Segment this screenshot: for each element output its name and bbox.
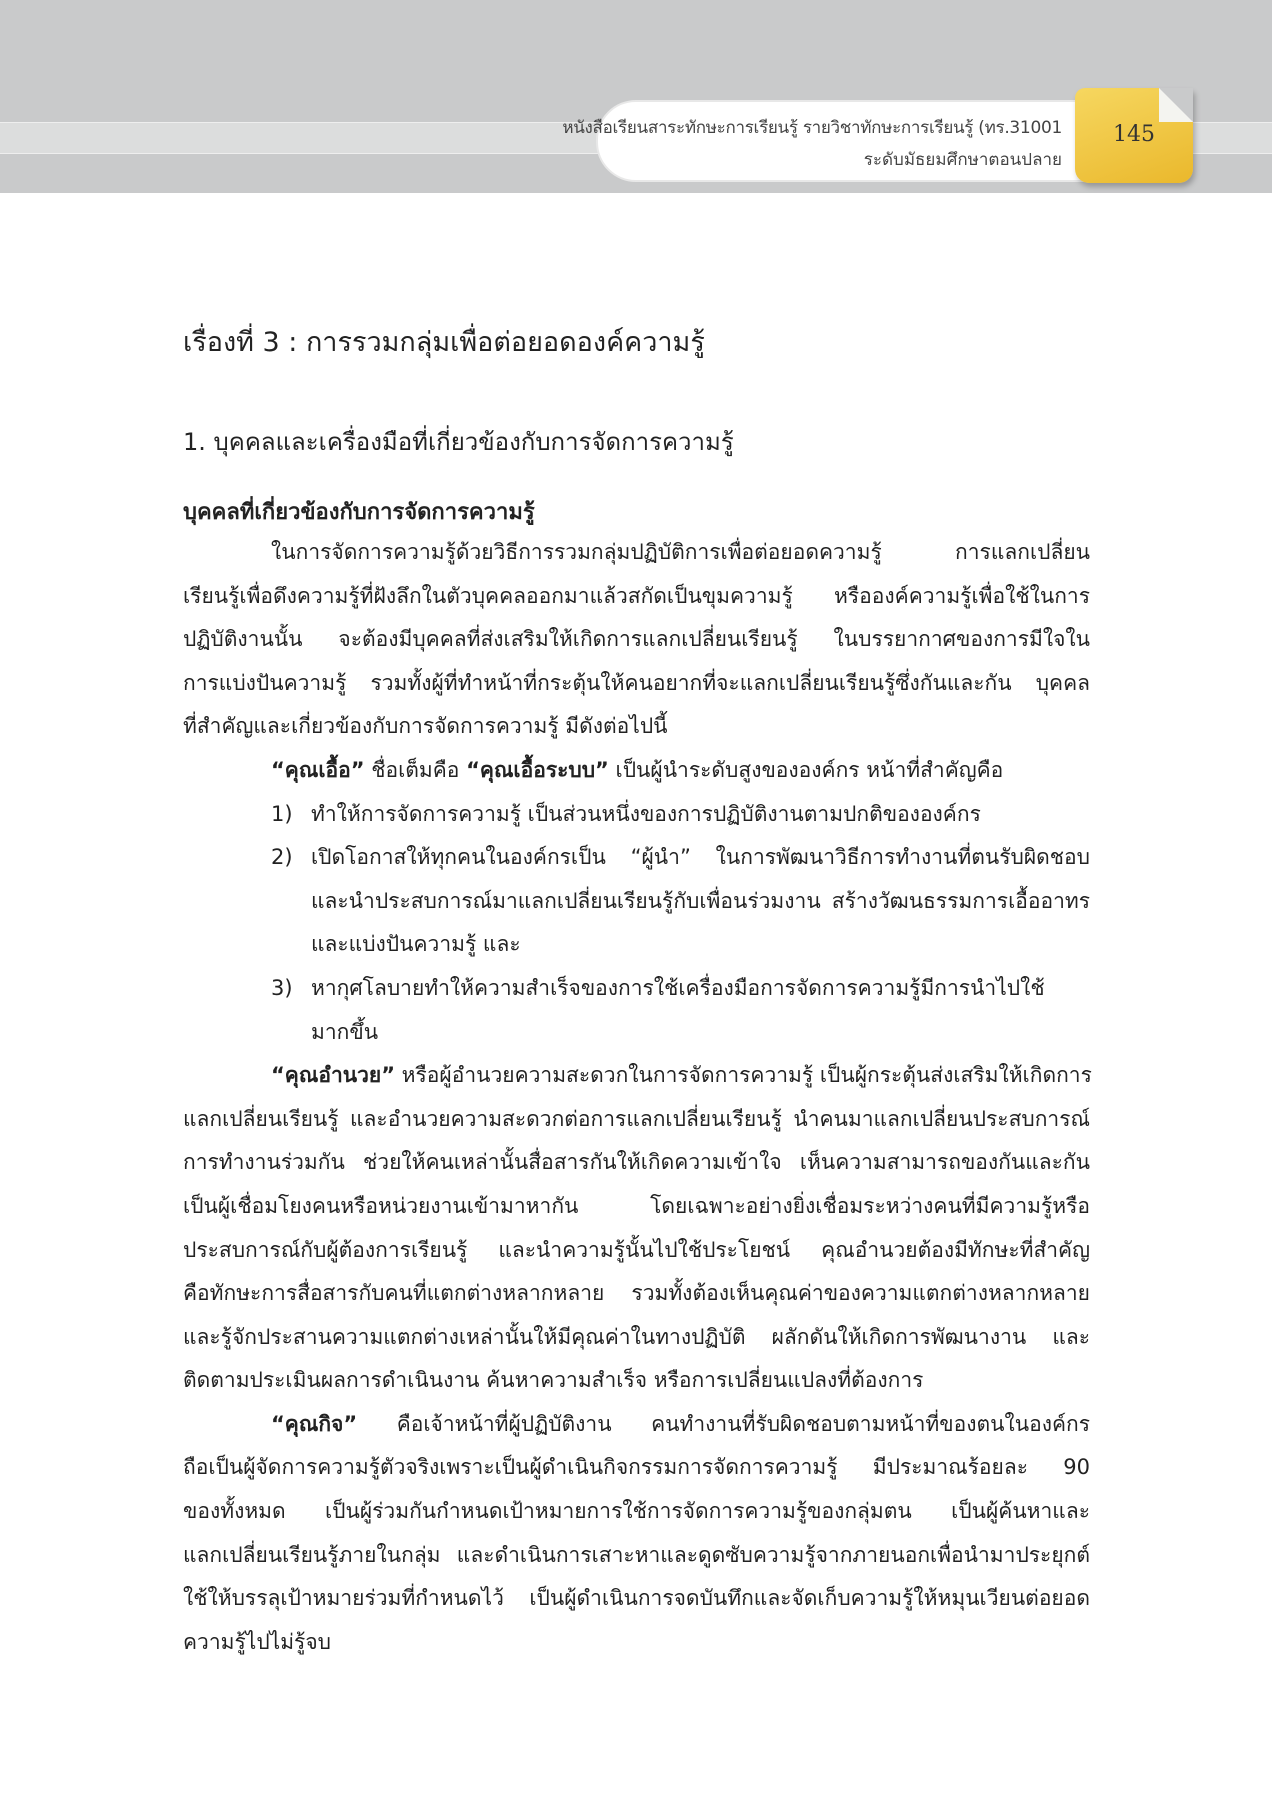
term-khun-uea-full: “คุณเอื้อระบบ” (466, 757, 609, 782)
facilitator-line: ติดตามประเมินผลการดำเนินงาน ค้นหาความสำเร็จ หรือการเปลี่ยนแปลงที่ต้องการ (183, 1368, 924, 1393)
book-level: ระดับมัธยมศึกษาตอนปลาย (863, 150, 1062, 170)
list-number: 2) (271, 845, 293, 870)
body-text (183, 531, 1090, 1664)
intro-line: ปฏิบัติงานนั้น จะต้องมีบุคคลที่ส่งเสริมให้เกิดการแลกเปลี่ยนเรียนรู้ ในบรรยากาศของการมีใจใน (183, 627, 1090, 652)
intro-line: การแบ่งปันความรู้ รวมทั้งผู้ที่ทำหน้าที่กระตุ้นให้คนอยากที่จะแลกเปลี่ยนเรียนรู้ซึ่งกันและกัน บุคคล (183, 670, 1090, 695)
list-line: เปิดโอกาสให้ทุกคนในองค์กรเป็น “ผู้นำ” ในการพัฒนาวิธีการทำงานที่ตนรับผิดชอบ (311, 845, 1090, 870)
page-title: เรื่องที่ 3 : การรวมกลุ่มเพื่อต่อยอดองค์ความรู้ (183, 327, 705, 358)
list-number: 1) (271, 801, 293, 826)
list-line: ทำให้การจัดการความรู้ เป็นส่วนหนึ่งของการปฏิบัติงานตามปกติขององค์กร (311, 801, 981, 826)
practitioner-line: ความรู้ไปไม่รู้จบ (183, 1629, 331, 1654)
facilitator-line: คือทักษะการสื่อสารกับคนที่แตกต่างหลากหลาย รวมทั้งต้องเห็นคุณค่าของความแตกต่างหลากหลาย (183, 1281, 1090, 1306)
list-line: และแบ่งปันความรู้ และ (311, 932, 521, 957)
list-item (183, 967, 1090, 1054)
subheading: บุคคลที่เกี่ยวข้องกับการจัดการความรู้ (183, 500, 535, 525)
practitioner-line: ของทั้งหมด เป็นผู้ร่วมกันกำหนดเป้าหมายการใช้การจัดการความรู้ของกลุ่มตน เป็นผู้ค้นหาและ (183, 1499, 1090, 1524)
practitioner-line: ถือเป็นผู้จัดการความรู้ตัวจริงเพราะเป็นผู้ดำเนินกิจกรรมการจัดการความรู้ มีประมาณร้อยละ 90 (183, 1455, 1090, 1480)
intro-line: ที่สำคัญและเกี่ยวข้องกับการจัดการความรู้ มีดังต่อไปนี้ (183, 714, 668, 739)
list-item (183, 793, 1090, 837)
facilitator-line: เป็นผู้เชื่อมโยงคนหรือหน่วยงานเข้ามาหากัน โดยเฉพาะอย่างยิ่งเชื่อมระหว่างคนที่มีความรู้หรือ (183, 1193, 1090, 1218)
term-khun-uea: “คุณเอื้อ” (271, 757, 365, 782)
list-item (183, 836, 1090, 967)
ceo-intro (183, 749, 1090, 793)
text: เป็นผู้นำระดับสูงขององค์กร หน้าที่สำคัญคือ (608, 757, 1004, 782)
facilitator-line: และรู้จักประสานความแตกต่างเหล่านั้นให้มีคุณค่าในทางปฏิบัติ ผลักดันให้เกิดการพัฒนางาน และ (183, 1324, 1090, 1349)
practitioner-line: แลกเปลี่ยนเรียนรู้ภายในกลุ่ม และดำเนินการเสาะหาและดูดซับความรู้จากภายนอกเพื่อนำมาประยุกต์ (183, 1542, 1090, 1567)
practitioner-line: ใช้ให้บรรลุเป้าหมายร่วมที่กำหนดไว้ เป็นผู้ดำเนินการจดบันทึกและจัดเก็บความรู้ให้หมุนเวียนต่อยอด (183, 1586, 1090, 1611)
book-title: หนังสือเรียนสาระทักษะการเรียนรู้ รายวิชาทักษะการเรียนรู้ (ทร.31001 (562, 118, 1062, 138)
term-khun-amnuay: “คุณอำนวย” (271, 1063, 395, 1088)
intro-line: ในการจัดการความรู้ด้วยวิธีการรวมกลุ่มปฏิบัติการเพื่อต่อยอดความรู้ การแลกเปลี่ยน (271, 540, 1090, 564)
list-line: หากุศโลบายทำให้ความสำเร็จของการใช้เครื่องมือการจัดการความรู้มีการนำไปใช้ (311, 975, 1045, 1000)
facilitator-line: การทำงานร่วมกัน ช่วยให้คนเหล่านั้นสื่อสารกันให้เกิดความเข้าใจ เห็นความสามารถของกันและกัน (183, 1150, 1090, 1175)
list-line: มากขึ้น (311, 1019, 379, 1044)
facilitator-line: แลกเปลี่ยนเรียนรู้ และอำนวยความสะดวกต่อการแลกเปลี่ยนเรียนรู้ นำคนมาแลกเปลี่ยนประสบการณ์ (183, 1106, 1090, 1131)
term-khun-kit: “คุณกิจ” (271, 1411, 358, 1436)
text: ชื่อเต็มคือ (364, 757, 467, 782)
section-heading: 1. บุคคลและเครื่องมือที่เกี่ยวข้องกับการจัดการความรู้ (183, 428, 734, 456)
intro-line: เรียนรู้เพื่อดึงความรู้ที่ฝังลึกในตัวบุคคลออกมาแล้วสกัดเป็นขุมความรู้ หรือองค์ความรู้เพื่อใช้ในการ (183, 583, 1090, 608)
list-number: 3) (271, 975, 293, 1000)
page-number-note (1075, 88, 1193, 183)
facilitator-intro (183, 1054, 1090, 1098)
page-number: 145 (1113, 122, 1155, 147)
text: คือเจ้าหน้าที่ผู้ปฏิบัติงาน คนทำงานที่รับผิดชอบตามหน้าที่ของตนในองค์กร (357, 1411, 1090, 1436)
practitioner-intro (183, 1403, 1090, 1447)
facilitator-line: ประสบการณ์กับผู้ต้องการเรียนรู้ และนำความรู้นั้นไปใช้ประโยชน์ คุณอำนวยต้องมีทักษะที่สำคัญ (183, 1237, 1090, 1262)
list-line: และนำประสบการณ์มาแลกเปลี่ยนเรียนรู้กับเพื่อนร่วมงาน สร้างวัฒนธรรมการเอื้ออาทร (311, 888, 1090, 913)
text: หรือผู้อำนวยความสะดวกในการจัดการความรู้ เป็นผู้กระตุ้นส่งเสริมให้เกิดการ (395, 1063, 1092, 1088)
